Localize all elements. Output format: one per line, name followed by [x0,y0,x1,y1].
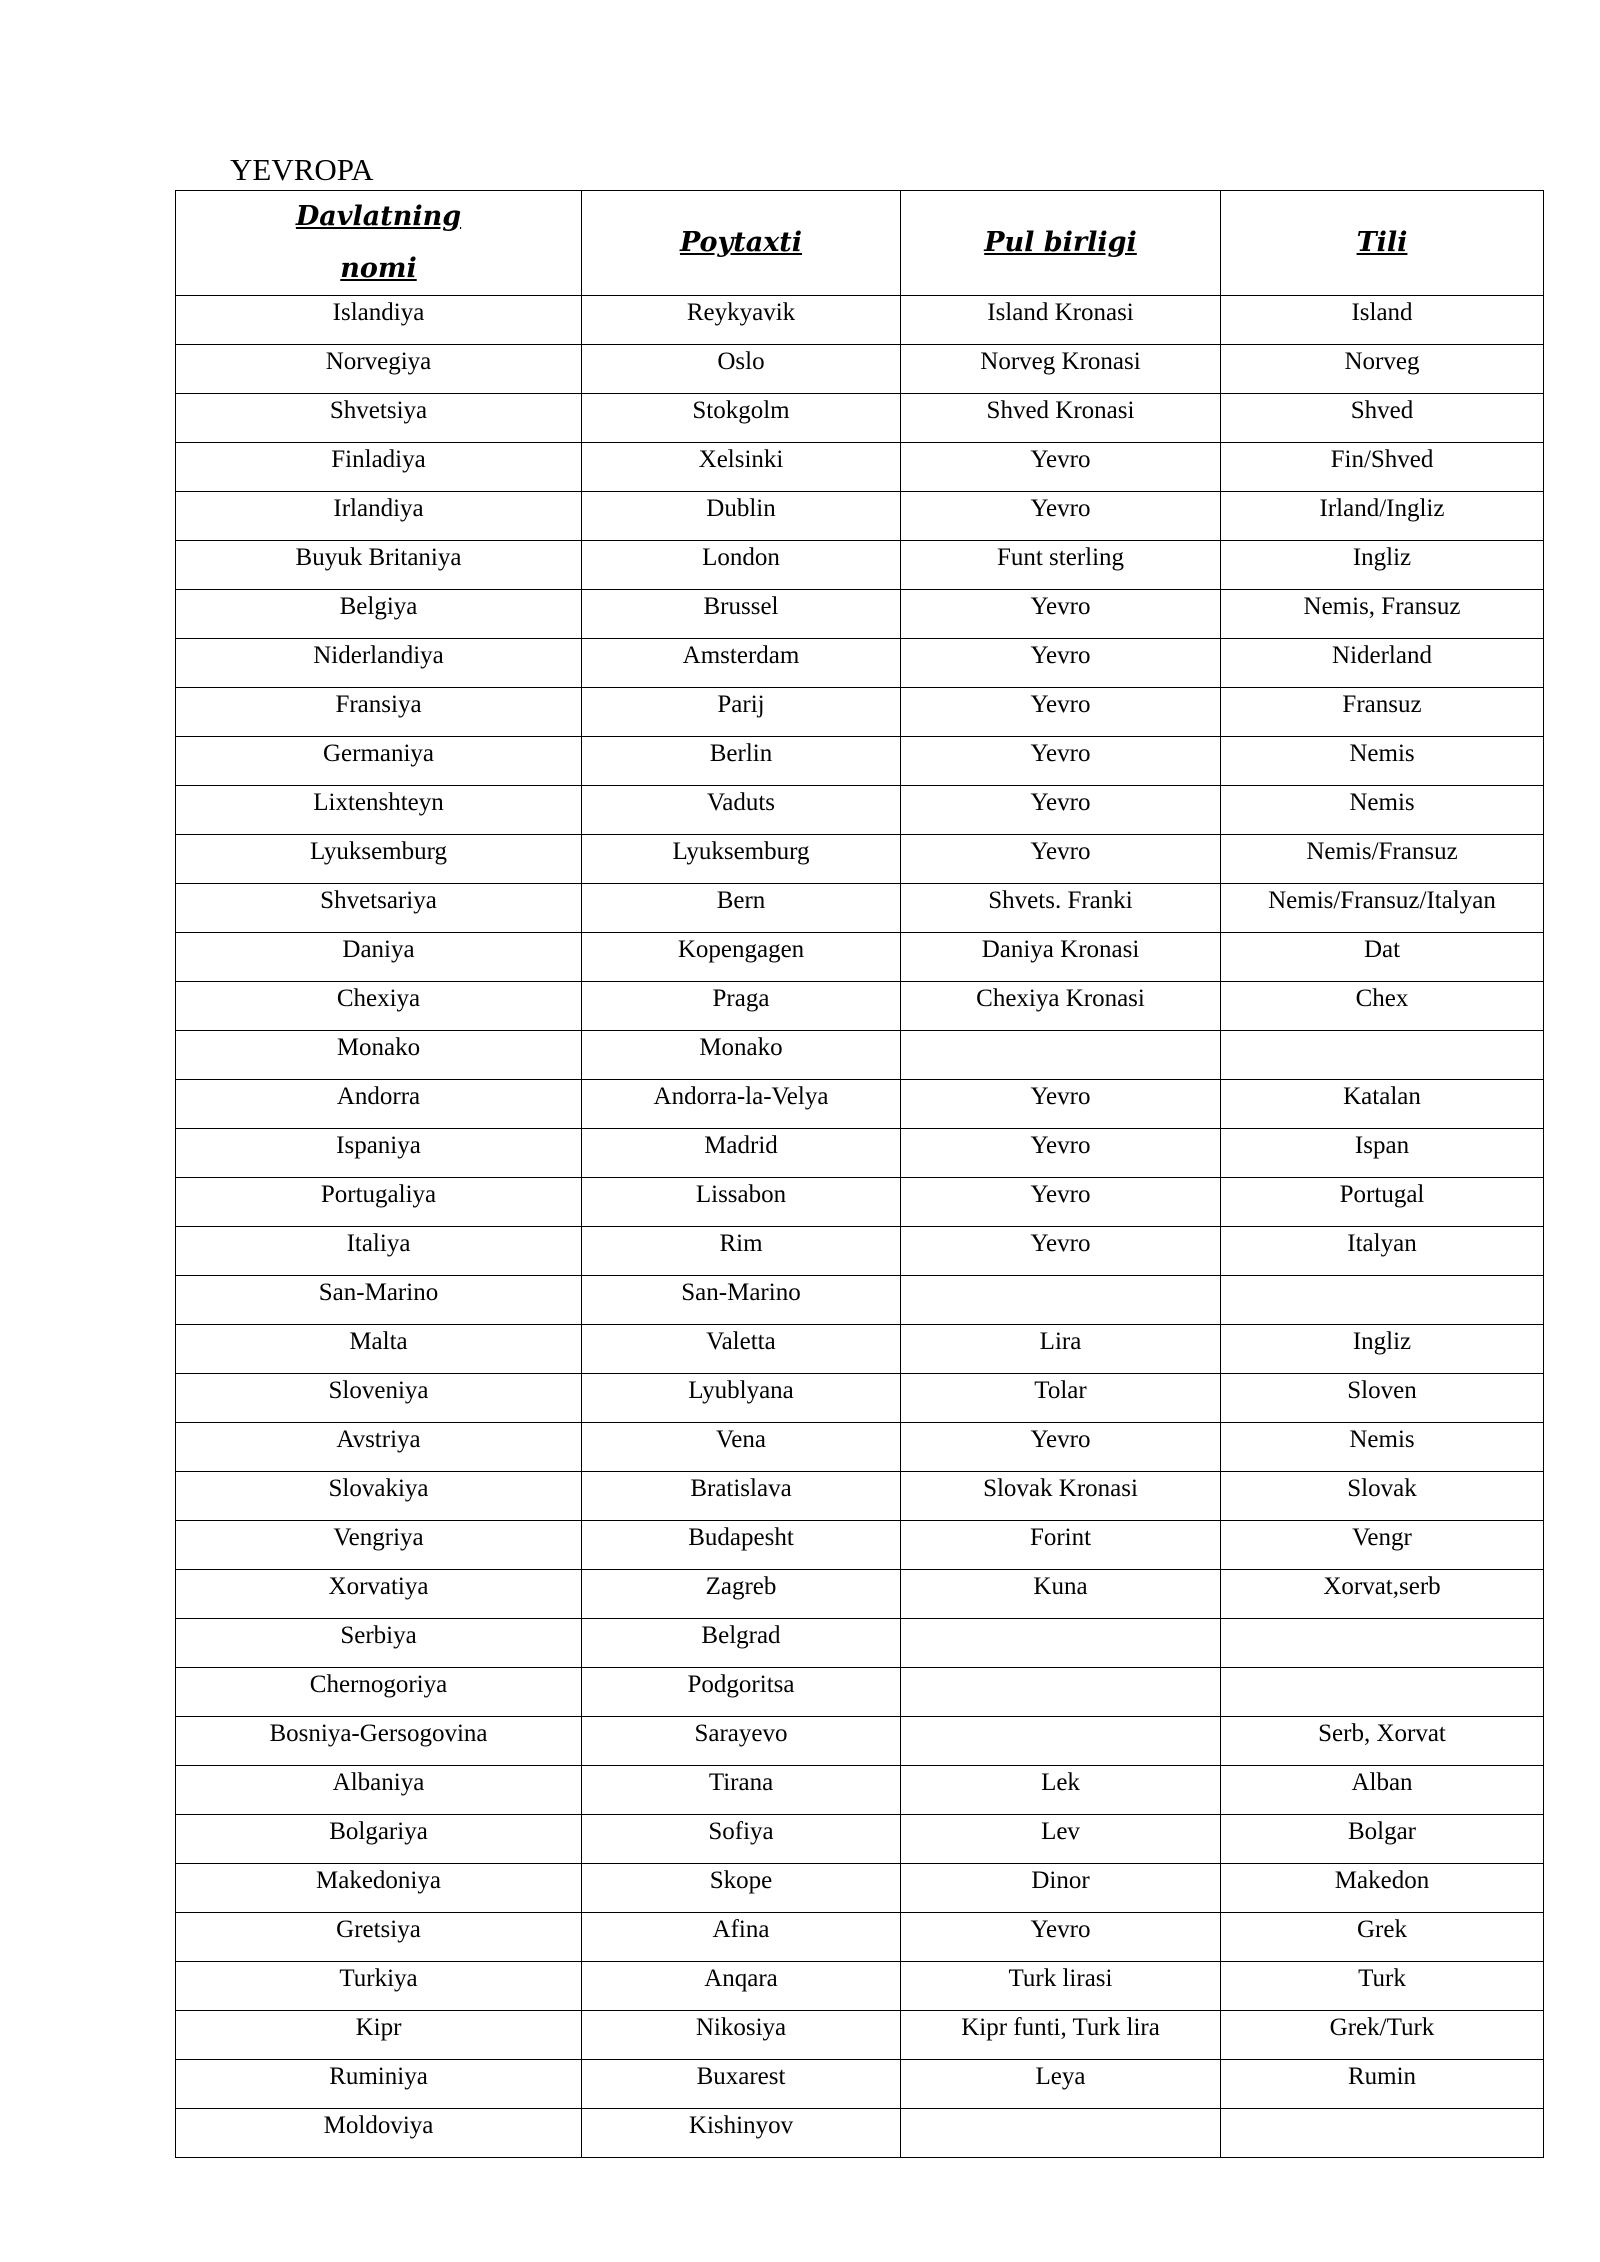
table-row [176,296,1544,345]
cell-language: Sloven [1221,1374,1544,1423]
cell-country: Irlandiya [176,492,582,541]
table-row [176,443,1544,492]
cell-capital: Madrid [582,1129,901,1178]
table-row [176,394,1544,443]
cell-capital: Kopengagen [582,933,901,982]
cell-country: Bosniya-Gersogovina [176,1717,582,1766]
cell-capital: Buxarest [582,2060,901,2109]
cell-country: Ispaniya [176,1129,582,1178]
table-row [176,590,1544,639]
table-row [176,1276,1544,1325]
cell-capital: Rim [582,1227,901,1276]
cell-language: Dat [1221,933,1544,982]
cell-currency: Daniya Kronasi [901,933,1221,982]
cell-currency: Chexiya Kronasi [901,982,1221,1031]
table-row [176,1129,1544,1178]
cell-currency: Yevro [901,639,1221,688]
cell-language: Italyan [1221,1227,1544,1276]
cell-country: Norvegiya [176,345,582,394]
cell-language: Chex [1221,982,1544,1031]
cell-capital: Tirana [582,1766,901,1815]
table-row [176,2109,1544,2158]
countries-table [175,190,1544,2158]
table-row [176,492,1544,541]
cell-capital: Podgoritsa [582,1668,901,1717]
cell-capital: Berlin [582,737,901,786]
cell-country: Ruminiya [176,2060,582,2109]
cell-capital: Dublin [582,492,901,541]
header-currency: Pul birligi [901,191,1221,296]
cell-capital: Skope [582,1864,901,1913]
cell-capital: Vena [582,1423,901,1472]
cell-currency: Funt sterling [901,541,1221,590]
cell-language: Nemis [1221,737,1544,786]
table-row [176,1570,1544,1619]
table-row [176,1619,1544,1668]
table-row [176,345,1544,394]
cell-capital: Xelsinki [582,443,901,492]
cell-currency: Norveg Kronasi [901,345,1221,394]
cell-country: Moldoviya [176,2109,582,2158]
cell-capital: Valetta [582,1325,901,1374]
table-row [176,1031,1544,1080]
cell-currency: Yevro [901,1129,1221,1178]
cell-capital: Belgrad [582,1619,901,1668]
cell-currency: Kipr funti, Turk lira [901,2011,1221,2060]
cell-capital: Budapesht [582,1521,901,1570]
cell-currency: Yevro [901,1178,1221,1227]
cell-language: Nemis [1221,1423,1544,1472]
table-row [176,1815,1544,1864]
cell-currency [901,1717,1221,1766]
cell-language: Niderland [1221,639,1544,688]
table-row [176,1668,1544,1717]
cell-currency: Yevro [901,1227,1221,1276]
cell-language: Fin/Shved [1221,443,1544,492]
cell-language: Norveg [1221,345,1544,394]
cell-language: Rumin [1221,2060,1544,2109]
cell-currency: Lek [901,1766,1221,1815]
table-row [176,1080,1544,1129]
cell-language: Xorvat,serb [1221,1570,1544,1619]
cell-capital: London [582,541,901,590]
cell-country: Fransiya [176,688,582,737]
cell-country: Finladiya [176,443,582,492]
table-row [176,639,1544,688]
cell-language: Shved [1221,394,1544,443]
table-row [176,541,1544,590]
cell-country: Makedoniya [176,1864,582,1913]
cell-language: Ingliz [1221,1325,1544,1374]
table-row [176,1178,1544,1227]
cell-currency: Yevro [901,835,1221,884]
cell-language: Portugal [1221,1178,1544,1227]
cell-capital: Anqara [582,1962,901,2011]
table-row [176,1423,1544,1472]
cell-currency: Yevro [901,786,1221,835]
cell-country: Lixtenshteyn [176,786,582,835]
cell-language [1221,2109,1544,2158]
cell-currency [901,1668,1221,1717]
header-country-line2: nomi [340,253,417,284]
header-capital: Poytaxti [582,191,901,296]
cell-currency [901,1031,1221,1080]
cell-currency: Yevro [901,492,1221,541]
cell-capital: Bern [582,884,901,933]
cell-capital: Zagreb [582,1570,901,1619]
table-row [176,1962,1544,2011]
cell-currency: Shved Kronasi [901,394,1221,443]
cell-country: Shvetsiya [176,394,582,443]
cell-currency: Kuna [901,1570,1221,1619]
table-row [176,1864,1544,1913]
cell-currency: Lev [901,1815,1221,1864]
cell-language [1221,1031,1544,1080]
table-row [176,884,1544,933]
cell-language: Grek/Turk [1221,2011,1544,2060]
cell-country: Kipr [176,2011,582,2060]
cell-country: Niderlandiya [176,639,582,688]
cell-country: Albaniya [176,1766,582,1815]
cell-capital: Amsterdam [582,639,901,688]
cell-language [1221,1276,1544,1325]
page-title: YEVROPA [230,152,374,187]
cell-capital: Parij [582,688,901,737]
cell-capital: Nikosiya [582,2011,901,2060]
cell-language: Nemis/Fransuz [1221,835,1544,884]
cell-language: Serb, Xorvat [1221,1717,1544,1766]
cell-country: Chernogoriya [176,1668,582,1717]
cell-language: Nemis [1221,786,1544,835]
cell-currency [901,1276,1221,1325]
cell-country: Monako [176,1031,582,1080]
cell-currency: Forint [901,1521,1221,1570]
cell-country: Xorvatiya [176,1570,582,1619]
cell-language: Nemis/Fransuz/Italyan [1221,884,1544,933]
table-row [176,1521,1544,1570]
table-row [176,737,1544,786]
cell-country: Turkiya [176,1962,582,2011]
cell-country: Avstriya [176,1423,582,1472]
table-row [176,2011,1544,2060]
header-country-line1: Davlatning [295,201,462,232]
cell-currency: Island Kronasi [901,296,1221,345]
cell-capital: Lyublyana [582,1374,901,1423]
cell-currency [901,1619,1221,1668]
cell-country: Germaniya [176,737,582,786]
cell-country: Shvetsariya [176,884,582,933]
cell-capital: Brussel [582,590,901,639]
cell-capital: Reykyavik [582,296,901,345]
cell-language: Bolgar [1221,1815,1544,1864]
table-row [176,1325,1544,1374]
cell-country: Andorra [176,1080,582,1129]
table-row [176,1913,1544,1962]
header-country [176,191,582,296]
cell-language: Ispan [1221,1129,1544,1178]
cell-currency: Yevro [901,443,1221,492]
table-row [176,1766,1544,1815]
cell-country: Gretsiya [176,1913,582,1962]
cell-currency: Yevro [901,590,1221,639]
cell-country: Sloveniya [176,1374,582,1423]
cell-language: Nemis, Fransuz [1221,590,1544,639]
table-row [176,933,1544,982]
cell-capital: San-Marino [582,1276,901,1325]
cell-capital: Vaduts [582,786,901,835]
cell-country: Lyuksemburg [176,835,582,884]
cell-currency: Yevro [901,688,1221,737]
table-row [176,835,1544,884]
cell-language: Alban [1221,1766,1544,1815]
cell-country: Portugaliya [176,1178,582,1227]
cell-currency: Tolar [901,1374,1221,1423]
cell-country: Daniya [176,933,582,982]
cell-currency: Yevro [901,1080,1221,1129]
table-row [176,1717,1544,1766]
cell-capital: Monako [582,1031,901,1080]
cell-capital: Oslo [582,345,901,394]
cell-country: Belgiya [176,590,582,639]
cell-language: Turk [1221,1962,1544,2011]
table-row [176,688,1544,737]
cell-capital: Afina [582,1913,901,1962]
cell-currency: Yevro [901,737,1221,786]
cell-currency: Shvets. Franki [901,884,1221,933]
cell-language: Fransuz [1221,688,1544,737]
cell-language: Katalan [1221,1080,1544,1129]
cell-language: Slovak [1221,1472,1544,1521]
cell-country: Chexiya [176,982,582,1031]
cell-capital: Lissabon [582,1178,901,1227]
cell-country: Bolgariya [176,1815,582,1864]
cell-capital: Lyuksemburg [582,835,901,884]
cell-country: Vengriya [176,1521,582,1570]
header-language: Tili [1221,191,1544,296]
table-header-row [176,191,1544,296]
cell-capital: Bratislava [582,1472,901,1521]
table-row [176,2060,1544,2109]
cell-country: Islandiya [176,296,582,345]
cell-currency: Turk lirasi [901,1962,1221,2011]
cell-country: Malta [176,1325,582,1374]
cell-language: Ingliz [1221,541,1544,590]
cell-language [1221,1668,1544,1717]
cell-currency: Slovak Kronasi [901,1472,1221,1521]
cell-language: Grek [1221,1913,1544,1962]
cell-capital: Praga [582,982,901,1031]
cell-currency: Dinor [901,1864,1221,1913]
table-row [176,786,1544,835]
cell-capital: Stokgolm [582,394,901,443]
cell-country: Serbiya [176,1619,582,1668]
cell-language [1221,1619,1544,1668]
cell-capital: Kishinyov [582,2109,901,2158]
cell-currency: Lira [901,1325,1221,1374]
cell-country: Buyuk Britaniya [176,541,582,590]
cell-language: Island [1221,296,1544,345]
cell-language: Vengr [1221,1521,1544,1570]
cell-language: Irland/Ingliz [1221,492,1544,541]
cell-capital: Andorra-la-Velya [582,1080,901,1129]
cell-currency: Yevro [901,1913,1221,1962]
cell-language: Makedon [1221,1864,1544,1913]
table-row [176,1374,1544,1423]
cell-currency: Yevro [901,1423,1221,1472]
table-row [176,1472,1544,1521]
cell-country: Italiya [176,1227,582,1276]
cell-currency [901,2109,1221,2158]
cell-capital: Sofiya [582,1815,901,1864]
cell-country: Slovakiya [176,1472,582,1521]
cell-capital: Sarayevo [582,1717,901,1766]
table-row [176,1227,1544,1276]
cell-currency: Leya [901,2060,1221,2109]
table-row [176,982,1544,1031]
table-body [176,296,1544,2158]
cell-country: San-Marino [176,1276,582,1325]
